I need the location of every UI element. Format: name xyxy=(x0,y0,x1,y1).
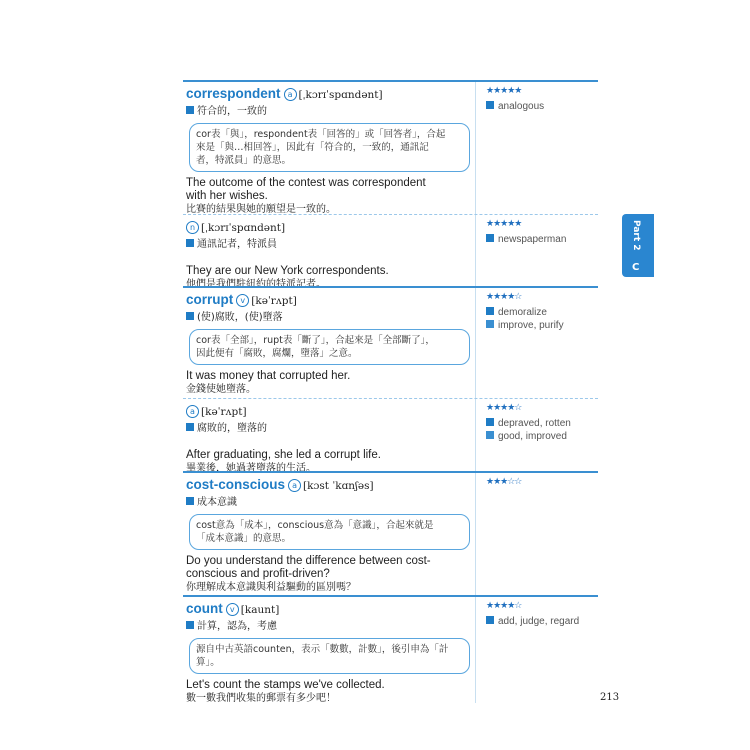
pos-badge: a xyxy=(284,88,297,101)
meaning: 成本意識 xyxy=(197,497,237,508)
pos-badge: a xyxy=(288,479,301,492)
related-word: demoralize xyxy=(498,307,547,318)
ety-line: 者，特派員」的意思。 xyxy=(196,155,292,166)
part-label: Part 2 xyxy=(631,220,641,251)
example-en: It was money that corrupted her. xyxy=(186,370,351,382)
antonym-icon xyxy=(486,431,494,439)
synonym-icon xyxy=(486,234,494,242)
example-zh: 金錢使她墮落。 xyxy=(186,384,256,395)
example-en: After graduating, she led a corrupt life. xyxy=(186,449,381,461)
example-en: They are our New York correspondents. xyxy=(186,265,389,277)
etymology-box xyxy=(189,638,470,674)
meaning-icon xyxy=(186,106,194,114)
synonym-icon xyxy=(486,307,494,315)
related-word: add, judge, regard xyxy=(498,616,580,627)
antonym-icon xyxy=(486,320,494,328)
meaning: 計算，認為，考慮 xyxy=(197,621,277,632)
example-en xyxy=(186,555,474,581)
example-line: with her wishes. xyxy=(186,190,268,202)
example-zh: 你理解成本意識與利益驅動的區別嗎？ xyxy=(186,582,356,593)
letter-label: C xyxy=(632,262,640,273)
ety-line: 算」。 xyxy=(196,657,220,668)
pos-badge: v xyxy=(226,603,239,616)
rating-stars: ★★★★☆ xyxy=(486,601,522,611)
example-zh: 畢業後，她過著墮落的生活。 xyxy=(186,463,316,474)
related-word: analogous xyxy=(498,101,545,112)
pos-badge: a xyxy=(186,405,199,418)
meaning: 通訊記者，特派員 xyxy=(197,239,277,250)
synonym-icon xyxy=(486,101,494,109)
entry-correspondent-noun xyxy=(183,214,598,290)
synonym-icon xyxy=(486,418,494,426)
related-word: improve, purify xyxy=(498,320,564,331)
related-word: good, improved xyxy=(498,431,567,442)
ety-line: cor表「全部」，rupt表「斷了」，合起來是「全部斷了」， xyxy=(196,335,435,346)
synonym-icon xyxy=(486,616,494,624)
etymology-box xyxy=(189,514,470,550)
headword: correspondent xyxy=(186,86,281,101)
example-zh: 比賽的結果與她的願望是一致的。 xyxy=(186,204,336,215)
example-en: Let's count the stamps we've collected. xyxy=(186,679,385,691)
entry-corrupt-verb xyxy=(183,286,598,398)
related-word: depraved, rotten xyxy=(498,418,571,429)
rating-stars: ★★★★☆ xyxy=(486,403,522,413)
meaning: 符合的，一致的 xyxy=(197,106,267,117)
ipa: [kəˈrʌpt] xyxy=(201,406,247,418)
rating-stars: ★★★★☆ xyxy=(486,292,522,302)
headword: corrupt xyxy=(186,292,234,307)
example-zh: 他們是我們駐紐約的特派記者。 xyxy=(186,279,326,290)
example-zh: 數一數我們收集的郵票有多少吧！ xyxy=(186,693,336,704)
meaning-icon xyxy=(186,423,194,431)
meaning: (使)腐敗，(使)墮落 xyxy=(197,312,283,323)
ety-line: 源自中古英語counten，表示「數數，計數」，後引申為「計 xyxy=(196,644,449,655)
example-line: Do you understand the difference between cost- xyxy=(186,555,431,567)
entry-count xyxy=(183,595,598,703)
ety-line: 「成本意識」的意思。 xyxy=(196,533,292,544)
ety-line: cost意為「成本」，conscious意為「意識」，合起來就是 xyxy=(196,520,434,531)
example-line: The outcome of the contest was correspondent xyxy=(186,177,426,189)
meaning-icon xyxy=(186,239,194,247)
related-word: newspaperman xyxy=(498,234,567,245)
ety-line: cor表「與」，respondent表「回答的」或「回答者」，合起 xyxy=(196,129,446,140)
section-tab[interactable] xyxy=(622,214,654,277)
ipa: [kɔst ˈkɑnʃəs] xyxy=(303,480,374,492)
example-en xyxy=(186,177,474,203)
rating-stars: ★★★★★ xyxy=(486,86,522,96)
etymology-box xyxy=(189,123,470,172)
rating-stars: ★★★☆☆ xyxy=(486,477,522,487)
dictionary-page xyxy=(183,80,598,703)
page-number: 213 xyxy=(600,692,620,703)
ipa: [kaunt] xyxy=(240,604,280,616)
example-line: conscious and profit-driven? xyxy=(186,568,330,580)
etymology-box xyxy=(189,329,470,365)
ipa: [kəˈrʌpt] xyxy=(251,295,297,307)
ety-line: 因此便有「腐敗，腐爛，墮落」之意。 xyxy=(196,348,358,359)
meaning-icon xyxy=(186,621,194,629)
ipa: [ˌkɔrɪˈspɑndənt] xyxy=(201,222,286,234)
pos-badge: v xyxy=(236,294,249,307)
rating-stars: ★★★★★ xyxy=(486,219,522,229)
headword: count xyxy=(186,601,223,616)
headword: cost-conscious xyxy=(186,477,286,492)
pos-badge: n xyxy=(186,221,199,234)
entry-correspondent-adj xyxy=(183,80,598,214)
ety-line: 來是「與…相回答」，因此有「符合的，一致的，通訊記 xyxy=(196,142,429,153)
meaning-icon xyxy=(186,312,194,320)
entry-cost-conscious xyxy=(183,471,598,595)
meaning: 腐敗的，墮落的 xyxy=(197,423,267,434)
entry-corrupt-adj xyxy=(183,398,598,474)
meaning-icon xyxy=(186,497,194,505)
ipa: [ˌkɔrɪˈspɑndənt] xyxy=(298,89,383,101)
